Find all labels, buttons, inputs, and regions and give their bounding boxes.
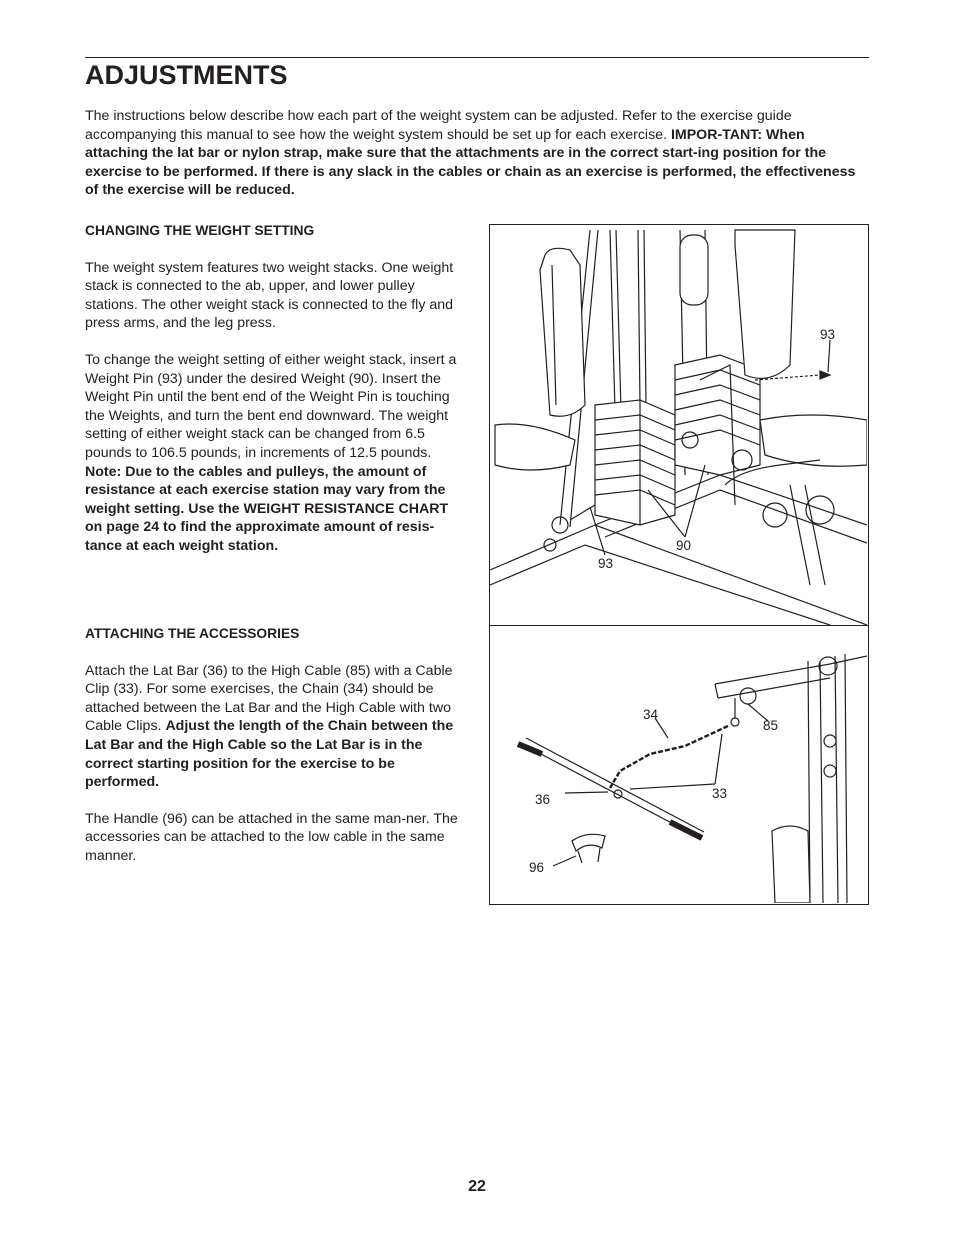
weight-callout: 90	[676, 538, 692, 553]
accessories-illustration	[490, 626, 867, 903]
lat-bar-callout: 36	[535, 792, 551, 807]
accessories-section	[85, 625, 465, 866]
lat-bar-text: Attach the Lat Bar (36) to the High Cable (85) with a Cable Clip (33). For some exercises, the Chain (34) should be attached between the Lat Bar and the High Cable with two Cable Clips.	[85, 662, 453, 735]
weight-stack-figure	[489, 224, 869, 627]
intro-paragraph	[85, 107, 869, 200]
intro-important: IMPOR-TANT: When attaching the lat bar or nylon strap, make sure that the attachments are in the correct start-ing position for the exercise to be performed. If there is any slack in the cables or chain as an exercise is performed, the effectiveness of the exercise will be reduced.	[85, 126, 856, 199]
header-rule	[85, 57, 869, 58]
weight-setting-heading: CHANGING THE WEIGHT SETTING	[85, 223, 315, 238]
chain-callout: 34	[643, 707, 659, 722]
weight-pin-paragraph	[85, 351, 465, 556]
page-title: ADJUSTMENTS	[85, 60, 288, 90]
accessories-figure	[489, 625, 869, 905]
weight-setting-section	[85, 222, 465, 556]
chain-adjust-note: Adjust the length of the Chain between the Lat Bar and the High Cable so the Lat Bar is in the correct starting position for the exercise to be performed.	[85, 718, 454, 791]
weight-resistance-note: Note: Due to the cables and pulleys, the amount of resistance at each exercise station may vary from the weight setting. Use the WEIGHT RESISTANCE CHART on page 24 to find the approximate amount of resis-tance at each weight station.	[85, 463, 449, 554]
intro-text: The instructions below describe how each part of the weight system can be adjusted. Refer to the exercise guide accompanying this manual to see how the weight system should be set up for each exercise.	[85, 108, 792, 143]
lat-bar-paragraph	[85, 662, 465, 792]
accessories-heading: ATTACHING THE ACCESSORIES	[85, 626, 300, 641]
weight-stacks-paragraph: The weight system features two weight stacks. One weight stack is connected to the ab, upper, and lower pulley stations. The other weight stack is connected to the fly and press arms, and the leg press.	[85, 259, 454, 332]
high-cable-callout: 85	[763, 718, 779, 733]
weight-pin-callout-right: 93	[820, 327, 836, 342]
handle-callout: 96	[529, 860, 545, 875]
weight-pin-callout-left: 93	[598, 556, 614, 571]
handle-paragraph: The Handle (96) can be attached in the same man-ner. The accessories can be attached to the low cable in the same manner.	[85, 810, 458, 864]
weight-pin-text: To change the weight setting of either weight stack, insert a Weight Pin (93) under the desired Weight (90). Insert the Weight Pin until the bent end of the Weight Pin is touching the Weights, and turn the bent end downward. The weight setting of either weight stack can be changed from 6.5 pounds to 106.5 pounds, in increments of 12.5 pounds.	[85, 351, 457, 461]
weight-stack-illustration	[490, 225, 867, 625]
cable-clip-callout: 33	[712, 786, 728, 801]
page-number: 22	[468, 1178, 486, 1195]
